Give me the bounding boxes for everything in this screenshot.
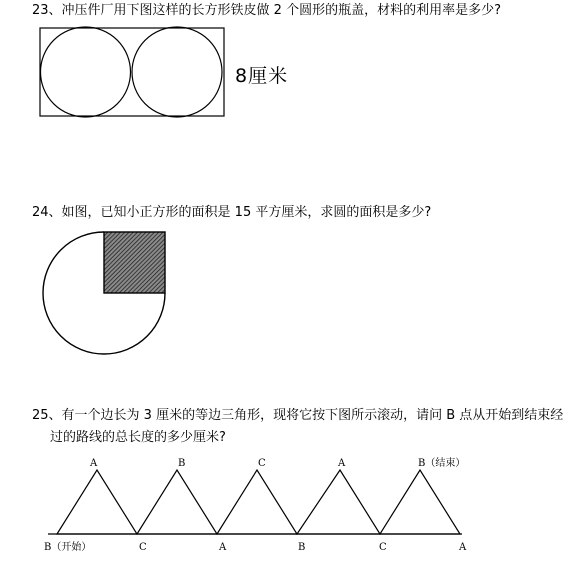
question-25-line2: 过的路线的总长度的多少厘米? <box>50 430 226 445</box>
triangle-4 <box>297 470 380 534</box>
bottom-label-5: C <box>379 542 387 553</box>
triangle-2 <box>137 470 217 534</box>
dimension-label: 8厘米 <box>235 65 289 87</box>
bottom-label-4: B <box>298 542 306 553</box>
question-24-text: 24、如图，已知小正方形的面积是 15 平方厘米，求圆的面积是多少? <box>32 205 432 220</box>
top-label-3: C <box>258 458 266 469</box>
triangle-3 <box>217 470 297 534</box>
bottom-label-1: B（开始） <box>44 542 92 553</box>
top-label-1: A <box>90 458 98 469</box>
question-25-line1: 25、有一个边长为 3 厘米的等边三角形，现将它按下图所示滚动，请问 B 点从开始到结束经 <box>32 408 564 423</box>
bottom-label-3: A <box>219 542 227 553</box>
top-label-4: A <box>338 458 346 469</box>
top-label-2: B <box>178 458 186 469</box>
triangle-1 <box>57 470 137 534</box>
triangle-5 <box>380 470 460 534</box>
question-23-text: 23、冲压件厂用下图这样的长方形铁皮做 2 个圆形的瓶盖，材料的利用率是多少? <box>32 3 501 18</box>
bottom-label-2: C <box>139 542 147 553</box>
bottom-label-6: A <box>459 542 467 553</box>
top-label-5: B（结束） <box>418 458 466 469</box>
